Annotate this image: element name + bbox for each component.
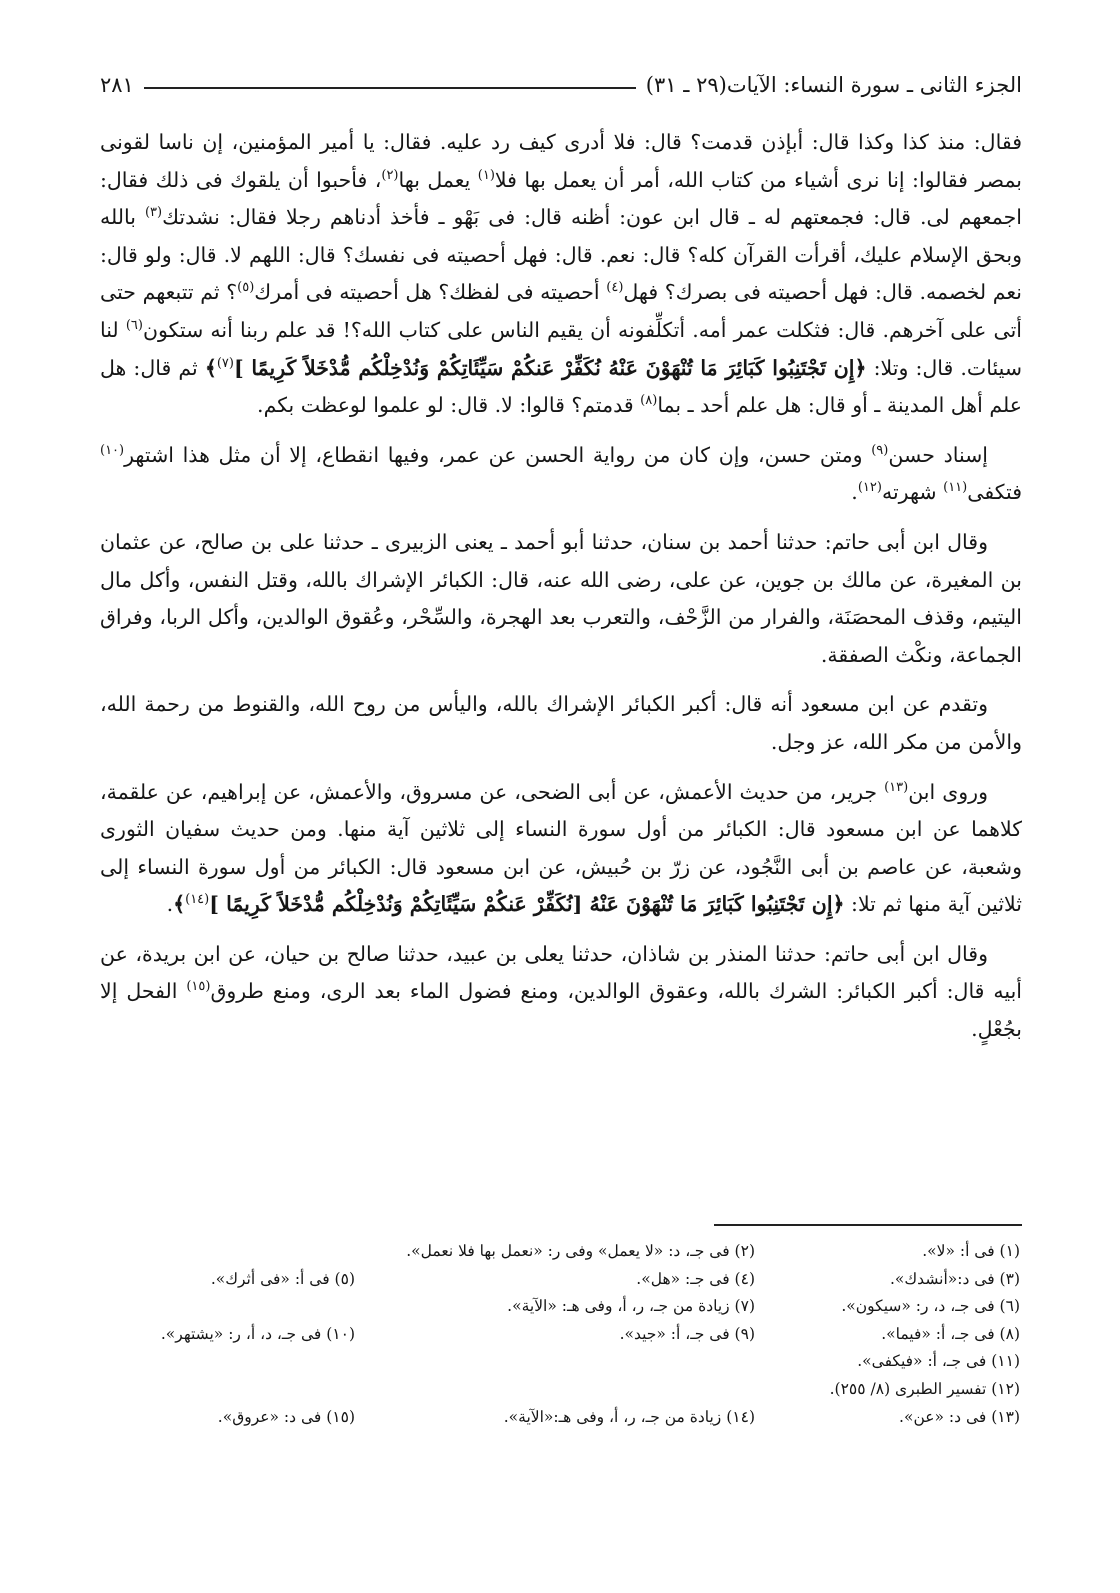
footnote-marker: (٩)	[871, 442, 889, 458]
footnote	[100, 1376, 355, 1404]
footnote-marker: (١٣)	[884, 779, 909, 795]
footnote-marker: (٥)	[237, 280, 255, 296]
text-run: ثم قال: هل علم أهل المدينة ـ أو قال: هل علم أحد ـ بما	[100, 355, 1022, 418]
text-run: فتكفى	[967, 480, 1022, 505]
page-number: ٢٨١	[100, 73, 134, 97]
paragraph	[100, 437, 1022, 512]
footnote-row	[100, 1321, 1020, 1349]
footnote: (٧) زيادة من جـ، ر، أ، وفى هـ: «الآية».	[507, 1297, 755, 1316]
text-run: لنا سيئات. قال: وتلا:	[100, 317, 1022, 380]
text-run: أحصيته فى لفظك؟ هل أحصيته فى أمرك	[254, 280, 607, 305]
footnote	[355, 1376, 755, 1404]
footnote: (١٣) فى د: «عن».	[899, 1407, 1020, 1426]
footnote-row	[100, 1238, 1020, 1266]
footnote	[100, 1238, 355, 1266]
footnote: (١٤) زيادة من جـ، ر، أ، وفى هـ:«الآية».	[503, 1407, 755, 1426]
text-run: .	[851, 480, 858, 505]
footnote: (١٠) فى جـ، د، أ، ر: «يشتهر».	[160, 1324, 355, 1343]
footnotes	[100, 1238, 1020, 1431]
footnote-marker: (٣)	[144, 205, 163, 221]
footnote: (١٥) فى د: «عروق».	[217, 1407, 355, 1426]
footnote	[100, 1293, 355, 1321]
footnote: (١) فى أ: «لا».	[922, 1242, 1020, 1260]
footnote-marker: (١٤)	[185, 892, 210, 908]
text-run: .	[166, 892, 174, 917]
quran-verse: ﴾	[204, 355, 217, 380]
text-run: إسناد حسن	[888, 442, 989, 467]
text-run: ؟ ثم تتبعهم حتى أتى على آخرهم. قال: فثكلت عمر أمه. أتكلِّفونه أن يقيم الناس على كتاب الله؟! قد علم ربنا أنه ستكون	[100, 280, 1022, 342]
footnote-row	[100, 1376, 1020, 1404]
footnote: (١٢) تفسير الطبرى (٨/ ٢٥٥).	[829, 1379, 1020, 1398]
text-run: جرير، من حديث الأعمش، عن أبى الضحى، عن مسروق، والأعمش، عن إبراهيم، عن علقمة، كلاهما عن ابن مسعود قال: الكبائر من أول سورة النساء إلى ثلاثين آية منها. ومن حديث سفيان الثورى وشعبة، عن عاصم بن أبى النَّجُود، عن زرّ بن حُبيش، عن ابن مسعود قال: الكبائر من أول سورة النساء إلى ثلاثين آية منها ثم تلا:	[100, 779, 1022, 917]
text-run: ، فأحبوا أن يلقوك فى ذلك فقال: اجمعهم لى. قال: فجمعتهم له ـ قال ابن عون: أظنه قال: فى بَهْو ـ فأخذ أدناهم رجلا فقال: نشدتك	[100, 167, 1022, 230]
running-header-title: الجزء الثانى ـ سورة النساء: الآيات(٢٩ ـ ٣١)	[645, 73, 1022, 97]
text-run: وتقدم عن ابن مسعود أنه قال: أكبر الكبائر الإشراك بالله، واليأس من روح الله، والقنوط من رحمة الله، والأمن من مكر الله، عز وجل.	[100, 692, 1022, 754]
footnote-row	[100, 1348, 1020, 1376]
footnote: (٦) فى جـ، د، ر: «سيكون».	[841, 1297, 1020, 1316]
paragraph	[100, 686, 1022, 761]
main-text	[100, 124, 1022, 1061]
footnote-marker: (٤)	[606, 280, 624, 296]
footnote-row	[100, 1404, 1020, 1432]
footnote-marker: (١)	[477, 167, 495, 183]
text-run: فقال: منذ كذا وكذا قال: أبإذن قدمت؟ قال: فلا أدرى كيف رد عليه. فقال: يا أمير المؤمنين، إن ناسا لقونى بمصر فقالوا: إنا نرى أشياء من كتاب الله، أمر أن يعمل بها فلا	[100, 130, 1023, 192]
footnote-separator	[714, 1224, 1022, 1226]
footnote: (٨) فى جـ، أ: «فيما».	[881, 1324, 1020, 1343]
footnote: (٩) فى جـ، أ: «جيد».	[619, 1324, 755, 1343]
text-run: وقال ابن أبى حاتم: حدثنا أحمد بن سنان، حدثنا أبو أحمد ـ يعنى الزبيرى ـ حدثنا على بن صالح، عن عثمان بن المغيرة، عن مالك بن جوين، عن على، رضى الله عنه، قال: الكبائر الإشراك بالله، وقتل النفس، وأكل مال اليتيم، وقذف المحصَنَة، والفرار من الزَّحْف، والتعرب بعد الهجرة، والسِّحْر، وعُقوق الوالدين، وأكل الربا، وفراق الجماعة، ونكْث الصفقة.	[100, 529, 1022, 667]
quran-verse: ﴿إِن تَجْتَنِبُوا كَبَائِرَ مَا تُنْهَوْنَ عَنْهُ [نُكَفِّرْ عَنكُمْ سَيِّئَاتِكُمْ وَنُدْخِلْكُم مُّدْخَلاً كَرِيمًا ]	[209, 892, 845, 917]
header-rule	[144, 87, 636, 89]
text-run: ومتن حسن، وإن كان من رواية الحسن عن عمر، وفيها انقطاع، إلا أن مثل هذا اشتهر	[124, 442, 872, 467]
footnote-marker: (١١)	[943, 480, 968, 496]
footnote-marker: (٨)	[640, 393, 658, 409]
text-run: وقال ابن أبى حاتم: حدثنا المنذر بن شاذان، حدثنا يعلى بن عبيد، حدثنا صالح بن حيان، عن ابن بريدة، عن أبيه قال: أكبر الكبائر: الشرك بالله، وعقوق الوالدين، ومنع فضول الماء بعد الرى، ومنع طروق	[100, 941, 1022, 1004]
text-run: قدمتم؟ قالوا: لا. قال: لو علموا لوعظت بكم.	[257, 393, 641, 418]
text-run: شهرته	[881, 480, 944, 505]
footnote: (٣) فى د:«أنشدك».	[890, 1269, 1020, 1288]
text-run: يعمل بها	[398, 167, 478, 192]
footnote: (٥) فى أ: «فى أثرك».	[210, 1269, 355, 1288]
paragraph	[100, 124, 1022, 425]
text-run: الفحل إلا بجُعْلٍ.	[100, 979, 1022, 1042]
quran-verse: ﴿إِن تَجْتَنِبُوا كَبَائِرَ مَا تُنْهَوْنَ عَنْهُ نُكَفِّرْ عَنكُمْ سَيِّئَاتِكُمْ وَنُدْخِلْكُم مُّدْخَلاً كَرِيمًا ]	[233, 355, 867, 380]
footnote-marker: (٦)	[125, 318, 143, 334]
footnote: (٢) فى جـ، د: «لا يعمل» وفى ر: «نعمل بها فلا نعمل».	[406, 1242, 755, 1260]
footnote: (١١) فى جـ، أ: «فيكفى».	[857, 1352, 1020, 1371]
text-run: وروى ابن	[908, 779, 988, 804]
footnote-marker: (٢)	[381, 167, 399, 183]
paragraph	[100, 774, 1022, 924]
footnote: (٤) فى جـ: «هل».	[636, 1269, 755, 1288]
footnote-row	[100, 1266, 1020, 1294]
footnote-marker: (١٢)	[857, 480, 882, 496]
text-run: بالله وبحق الإسلام عليك، أقرأت القرآن كله؟ قال: نعم. قال: فهل أحصيته فى نفسك؟ قال: اللهم لا. قال: ولو قال: نعم لخصمه. قال: فهل أحصيته فى بصرك؟ فهل	[100, 205, 1023, 305]
footnote	[100, 1348, 355, 1376]
quran-verse: ﴾	[173, 892, 186, 917]
footnote-marker: (٧)	[216, 355, 234, 371]
paragraph	[100, 524, 1022, 674]
footnote-marker: (١٠)	[100, 442, 125, 458]
footnote	[355, 1348, 755, 1376]
paragraph	[100, 936, 1022, 1049]
footnote-marker: (١٥)	[186, 979, 211, 995]
footnote-row	[100, 1293, 1020, 1321]
running-header	[100, 68, 1022, 102]
